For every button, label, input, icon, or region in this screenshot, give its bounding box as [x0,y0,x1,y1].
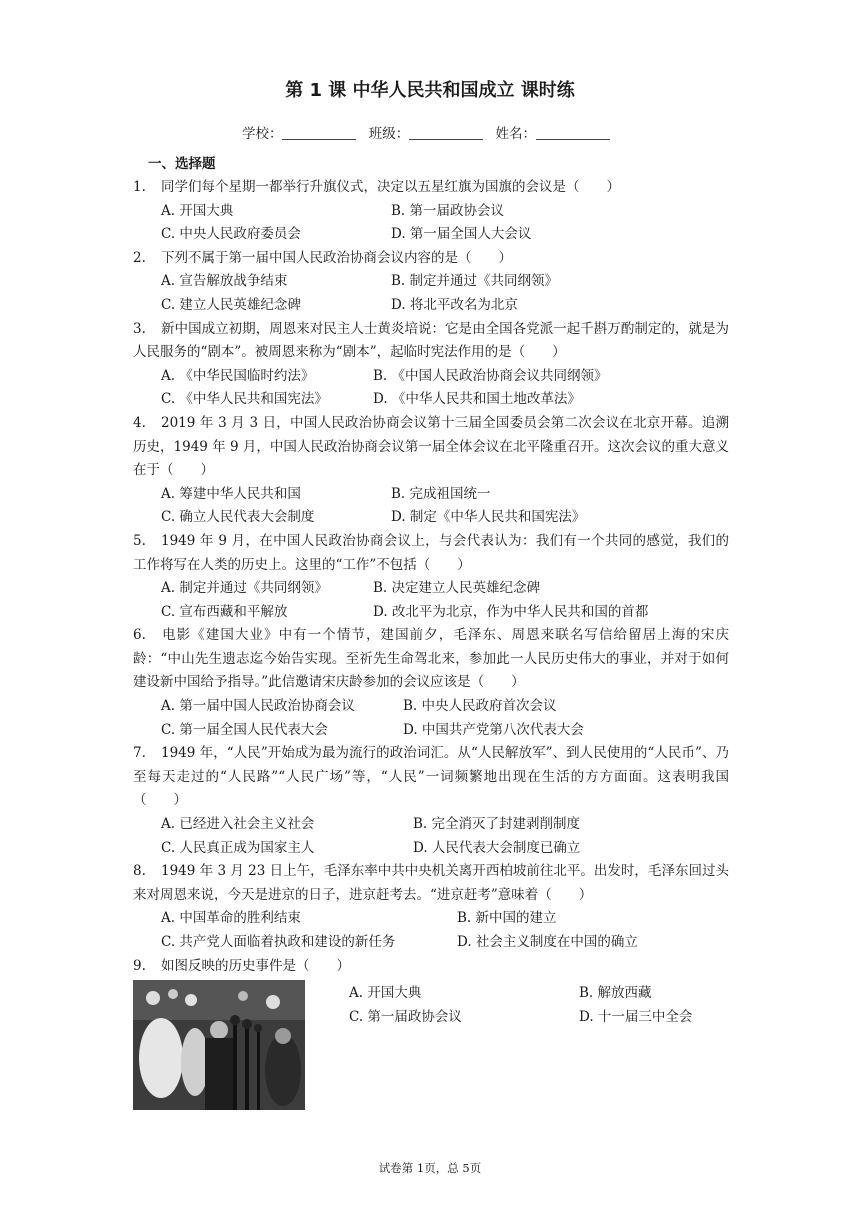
question-stem [133,176,729,200]
option-c[interactable]: C. 《中华人民共和国宪法》 [161,391,328,408]
options [133,907,729,954]
options [133,695,729,742]
question-stem [133,860,729,907]
question-1 [133,176,729,247]
option-d[interactable]: D. 中国共产党第八次代表大会 [403,721,584,738]
option-b[interactable]: B. 第一届政协会议 [391,202,505,219]
question-stem [133,530,729,577]
student-info-line [0,122,860,142]
class-blank[interactable] [409,125,483,140]
question-number: 5. [133,532,146,549]
question-text: 1949 年 9 月，在中国人民政治协商会议上，与会代表认为：我们有一个共同的感觉，我们的工作将写在人类的历史上。这里的“工作”不包括（ ） [133,532,729,573]
question-stem [133,247,729,271]
question-list [133,176,729,1118]
options [133,813,729,860]
question-text: 同学们每个星期一都举行升旗仪式，决定以五星红旗为国旗的会议是（ ） [161,179,620,195]
historical-photo [133,980,305,1110]
options [133,365,729,412]
question-3 [133,318,729,412]
option-a[interactable]: A. 筹建中华人民共和国 [161,485,301,502]
option-a[interactable]: A. 第一届中国人民政治协商会议 [161,698,355,715]
option-d[interactable]: D. 将北平改名为北京 [391,296,518,313]
option-d[interactable]: D. 人民代表大会制度已确立 [413,839,581,856]
option-b[interactable]: B. 新中国的建立 [457,910,557,927]
question-stem [133,624,729,695]
name-label: 姓名： [495,126,537,142]
options [133,483,729,530]
option-d[interactable]: D. 改北平为北京，作为中华人民共和国的首都 [373,603,649,620]
name-blank[interactable] [536,125,610,140]
option-c[interactable]: C. 确立人民代表大会制度 [161,509,315,526]
option-c[interactable]: C. 第一届政协会议 [349,1008,462,1025]
question-text: 下列不属于第一届中国人民政治协商会议内容的是（ ） [161,249,512,266]
question-number: 4. [133,414,146,431]
option-b[interactable]: B. 解放西藏 [579,985,652,1002]
question-stem [133,412,729,483]
option-a[interactable]: A. 开国大典 [349,985,422,1002]
question-number: 1. [133,179,146,195]
option-c[interactable]: C. 人民真正成为国家主人 [161,839,315,856]
options [133,270,729,317]
question-number: 8. [133,863,146,880]
option-d[interactable]: D. 第一届全国人大会议 [391,226,532,243]
question-text: 1949 年 3 月 23 日上午，毛泽东率中共中央机关离开西柏坡前往北平。出发时，毛泽东回过头来对周恩来说，今天是进京的日子，进京赶考去。“进京赶考”意味着（ ） [133,863,729,903]
options [133,577,729,624]
option-a[interactable]: A. 中国革命的胜利结束 [161,910,301,927]
section-heading: 一、选择题 [148,156,216,172]
question-number: 7. [133,745,146,762]
question-7 [133,742,729,860]
page-footer: 试卷第 1页，总 5页 [378,1161,482,1175]
option-a[interactable]: A. 《中华民国临时约法》 [161,367,315,384]
options [349,982,729,1029]
question-stem [133,742,729,813]
question-text: 1949 年，“人民”开始成为最为流行的政治词汇。从“人民解放军”、到人民使用的“人民币”、乃至每天走过的“人民路”“人民广场”等，“人民”一词频繁地出现在生活的方方面面。这表明我国（ ） [133,745,729,809]
question-number: 3. [133,320,146,337]
option-a[interactable]: A. 宣告解放战争结束 [161,273,288,290]
question-9-body [133,978,729,1118]
question-text: 如图反映的历史事件是（ ） [161,957,350,974]
school-blank[interactable] [282,125,356,140]
photo-illustration [133,980,305,1110]
option-c[interactable]: C. 中央人民政府委员会 [161,226,301,243]
question-number: 2. [133,249,146,266]
options [133,200,729,247]
question-6 [133,624,729,742]
question-9 [133,955,729,1119]
question-4 [133,412,729,530]
option-a[interactable]: A. 已经进入社会主义社会 [161,816,315,833]
option-c[interactable]: C. 第一届全国人民代表大会 [161,721,328,738]
option-a[interactable]: A. 制定并通过《共同纲领》 [161,580,328,597]
option-b[interactable]: B. 制定并通过《共同纲领》 [391,273,559,290]
option-c[interactable]: C. 共产党人面临着执政和建设的新任务 [161,934,396,950]
question-text: 2019 年 3 月 3 日，中国人民政治协商会议第十三届全国委员会第二次会议在北京开幕。追溯历史，1949 年 9 月，中国人民政治协商会议第一届全体会议在北平隆重召开。这次会议的重大意义在于（ ） [133,414,729,479]
option-a[interactable]: A. 开国大典 [161,202,234,219]
option-c[interactable]: C. 建立人民英雄纪念碑 [161,296,301,313]
school-label: 学校： [241,126,283,142]
question-5 [133,530,729,624]
option-b[interactable]: B. 决定建立人民英雄纪念碑 [373,580,541,597]
option-d[interactable]: D. 制定《中华人民共和国宪法》 [391,509,586,526]
option-b[interactable]: B. 《中国人民政治协商会议共同纲领》 [373,367,608,384]
option-d[interactable]: D. 十一届三中全会 [579,1008,693,1025]
option-b[interactable]: B. 完成祖国统一 [391,485,491,502]
question-stem [133,955,729,979]
option-d[interactable]: D. 社会主义制度在中国的确立 [457,934,638,950]
question-2 [133,247,729,318]
option-d[interactable]: D. 《中华人民共和国土地改革法》 [373,391,581,408]
question-text: 电影《建国大业》中有一个情节，建国前夕，毛泽东、周恩来联名写信给留居上海的宋庆龄：“中山先生遗志迄今始告实现。至祈先生命驾北来，参加此一人民历史伟大的事业，并对于如何建设新中国给予指导。”此信邀请宋庆龄参加的会议应该是（ ） [133,627,729,691]
question-number: 6. [133,627,146,644]
option-c[interactable]: C. 宣布西藏和平解放 [161,603,288,620]
question-text: 新中国成立初期，周恩来对民主人士黄炎培说：它是由全国各党派一起千斟万酌制定的，就是为人民服务的“剧本”。被周恩来称为“剧本”，起临时宪法作用的是（ ） [133,320,729,361]
option-b[interactable]: B. 中央人民政府首次会议 [403,698,557,715]
question-8 [133,860,729,954]
question-stem [133,318,729,365]
page-title: 第 1 课 中华人民共和国成立 课时练 [285,80,575,101]
question-number: 9. [133,957,146,974]
class-label: 班级： [368,126,410,142]
option-b[interactable]: B. 完全消灭了封建剥削制度 [413,816,581,833]
